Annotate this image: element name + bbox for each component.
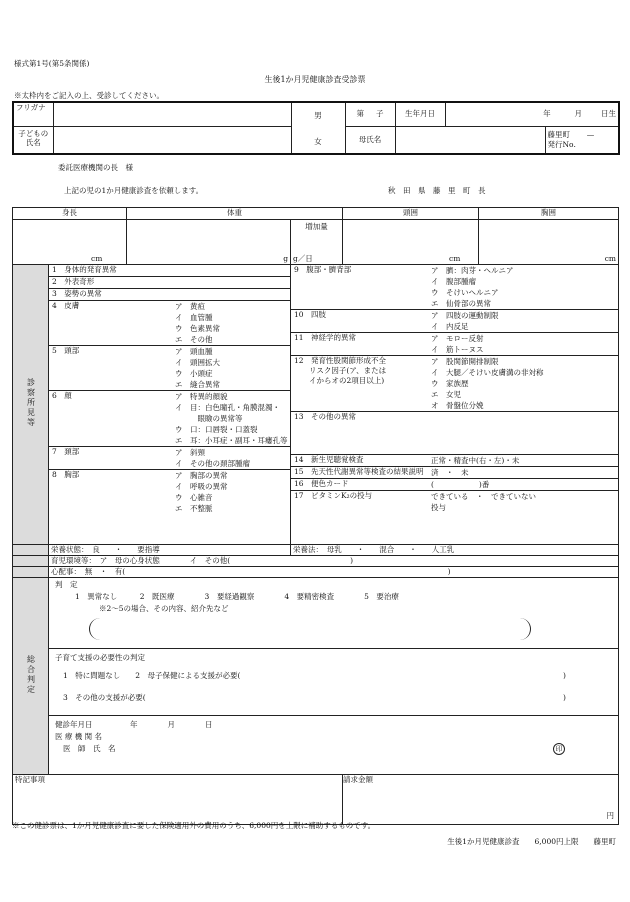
left-item-option[interactable]: イ 血管腫 (175, 313, 213, 322)
left-item-option[interactable]: ア 胸部の異常 (175, 471, 228, 480)
left-item-label: 7 頚部 (52, 447, 80, 456)
right-item[interactable] (291, 412, 618, 455)
child-name-field[interactable] (53, 126, 291, 154)
right-item-option[interactable]: できている ・ できていない (431, 492, 536, 501)
concerns[interactable]: 心配事： 無 ・ 有( ) (49, 567, 619, 578)
support-close-1: ) (563, 671, 566, 680)
birth-order-prefix: 第 (356, 109, 365, 119)
child-name-label: 子どもの 氏名 (13, 126, 53, 154)
right-item-label: 15 先天性代謝異常等検査の結果説明 (294, 467, 424, 476)
right-item-label: 12 発育性股関節形成不全 リスク因子(ア、または イからオの2項目以上) (294, 356, 387, 385)
right-item-option[interactable]: ウ そけいヘルニア (431, 288, 499, 297)
findings-left-column (49, 265, 291, 545)
right-item-option[interactable]: 正常・精査中(右・左)・未 (431, 456, 520, 465)
weight-field[interactable] (127, 220, 291, 265)
birthdate-field[interactable] (445, 102, 619, 126)
left-item-label: 1 身体的発育異常 (52, 265, 117, 274)
right-item-option[interactable]: オ 骨盤位分娩 (431, 401, 484, 410)
remarks-field[interactable] (13, 775, 343, 825)
support-option-1-2[interactable]: 1 特に問題なし 2 母子保健による支援が必要( (63, 671, 241, 680)
parenting-row-shade (13, 556, 49, 567)
right-item[interactable] (291, 356, 618, 412)
right-item-option[interactable]: イ 筋トーヌス (431, 345, 484, 354)
support-heading: 子育て支援の必要性の判定 (55, 653, 145, 662)
height-header: 身長 (13, 208, 127, 220)
head-circumference-header: 頭囲 (343, 208, 479, 220)
institution-name[interactable]: 医 療 機 関 名 (55, 732, 103, 741)
findings-right-column (291, 265, 619, 545)
left-item-option[interactable]: エ 不整脈 (175, 504, 213, 513)
left-item-label: 8 胸部 (52, 470, 80, 479)
nutrition-row-shade (13, 545, 49, 556)
female-option[interactable]: 女 (314, 137, 322, 146)
right-item-label: 10 四肢 (294, 310, 327, 319)
right-item-label: 16 便色カード (294, 479, 349, 488)
checkup-table (12, 207, 619, 825)
left-item-option[interactable]: ウ 心雑音 (175, 493, 213, 502)
request-body: 上記の児の1か月健康診査を依頼します。 (64, 186, 204, 195)
right-item-option[interactable]: イ 腹部腫瘤 (431, 277, 476, 286)
left-item-option[interactable]: エ 耳：小耳症・副耳・耳瘻孔等 (175, 436, 288, 445)
birth-order-field[interactable] (345, 102, 395, 126)
left-item-option[interactable]: ア 斜頸 (175, 448, 205, 457)
left-item[interactable] (49, 391, 290, 447)
left-item-option[interactable]: イ 呼吸の異常 (175, 482, 228, 491)
overall-section-label (13, 578, 49, 775)
right-item-option[interactable]: ( )番 (431, 480, 490, 489)
left-item-option[interactable]: イ 頭囲拡大 (175, 358, 220, 367)
right-item-option[interactable]: ア 臍：肉芽・ヘルニア (431, 266, 514, 275)
left-item-label: 4 皮膚 (52, 301, 80, 310)
overall-label: 総合判定 (26, 654, 36, 695)
left-item[interactable] (49, 447, 290, 470)
right-item-option[interactable]: ウ 家族歴 (431, 379, 469, 388)
exam-info-block (49, 716, 618, 774)
day-label: 日生 (601, 109, 617, 119)
right-item-option[interactable]: ア 股関節開排制限 (431, 357, 499, 366)
footer-note: ※この健診票は、1か月児健康診査に要した保険適用外の費用のうち、6,000円を上限に補助するものです。 (12, 821, 376, 830)
right-item-option[interactable]: ア 四肢の運動制限 (431, 311, 499, 320)
support-close-3: ) (563, 693, 566, 702)
findings-label: 診察所見等 (26, 378, 36, 428)
left-item-label: 5 頭部 (52, 346, 80, 355)
left-item-option[interactable]: イ 目：白色瞳孔・角膜混濁・ (175, 403, 280, 412)
chest-circumference-field[interactable] (479, 220, 619, 265)
judgement-options[interactable]: 1 異常なし 2 既医療 3 要経過観察 4 要精密検査 5 要治療 (75, 592, 399, 601)
issue-number-label: 発行No. (547, 139, 576, 149)
left-item-option[interactable]: 眼瞼の異常等 (175, 414, 243, 423)
left-item-option[interactable]: ア 黄疸 (175, 302, 205, 311)
issuer-dash: — (586, 129, 595, 139)
weight-gain-field[interactable] (291, 220, 343, 265)
left-item-option[interactable]: ウ 口：口唇裂・口蓋裂 (175, 425, 258, 434)
right-item-option[interactable]: イ 大腿／そけい皮膚溝の非対称 (431, 368, 544, 377)
issuer-box (545, 126, 619, 154)
right-item[interactable] (291, 333, 618, 356)
furigana-field[interactable] (53, 102, 291, 126)
right-item-option[interactable]: エ 女児 (431, 390, 461, 399)
left-item-option[interactable]: エ 縫合異常 (175, 380, 220, 389)
height-unit: cm (91, 254, 103, 263)
left-item-label: 6 顔 (52, 391, 72, 400)
right-item-label: 9 腹部・臍背部 (294, 265, 352, 274)
right-item-option[interactable]: 投与 (431, 503, 446, 512)
right-item-option[interactable]: 済 ・ 未 (431, 468, 469, 477)
support-block (49, 649, 618, 716)
right-item[interactable] (291, 491, 618, 513)
male-option[interactable]: 男 (314, 111, 322, 120)
claim-amount-field[interactable] (343, 775, 619, 825)
claim-amount-label: 請求金額 (343, 775, 373, 784)
weight-unit: g (283, 254, 288, 263)
patient-info-table (12, 101, 620, 155)
furigana-label: フリガナ (13, 102, 53, 126)
yen-unit: 円 (606, 811, 614, 820)
left-item[interactable] (49, 289, 290, 301)
left-item-option[interactable]: ア 特異的顔貌 (175, 392, 228, 401)
right-item-label: 17 ビタミンK₂の投与 (294, 491, 373, 500)
month-label: 月 (574, 109, 582, 119)
birth-order-suffix: 子 (375, 109, 384, 119)
right-item[interactable] (291, 455, 618, 467)
nutrition-state[interactable]: 栄養状態： 良 ・ 要指導 (49, 545, 291, 556)
exam-date[interactable]: 健診年月日 年 月 日 (55, 720, 213, 729)
judgement-detail-bracket[interactable] (89, 618, 531, 640)
left-item[interactable] (49, 301, 290, 346)
findings-section-label (13, 265, 49, 545)
remarks-label: 特記事項 (15, 775, 45, 784)
doctor-name[interactable]: 医 師 氏 名 (63, 744, 116, 753)
right-item-option[interactable]: イ 内反足 (431, 322, 469, 331)
footer-right: 生後1か月児健康診査 6,000円上限 藤里町 (447, 837, 616, 846)
right-item-label: 11 神経学的異常 (294, 333, 357, 342)
right-item-option[interactable]: ア モロー反射 (431, 334, 484, 343)
weight-gain-label: 増加量 (305, 222, 328, 231)
left-item-option[interactable]: イ その他の頚部腫瘤 (175, 459, 250, 468)
right-item[interactable] (291, 265, 618, 310)
right-item[interactable] (291, 467, 618, 479)
concerns-row-shade (13, 567, 49, 578)
overall-judgement-area (49, 578, 619, 775)
mother-name-label: 母氏名 (345, 126, 395, 154)
judgement-note: ※2〜5の場合、その内容、紹介先など (99, 604, 229, 613)
left-item-option[interactable]: ア 頭血腫 (175, 347, 213, 356)
year-label: 年 (543, 109, 551, 119)
form-number: 様式第1号(第5条関係) (14, 59, 90, 68)
right-item-label: 14 新生児聴覚検査 (294, 455, 364, 464)
request-signer: 秋 田 県 藤 里 町 長 (388, 186, 486, 195)
parenting-environment[interactable]: 育児環境等： ア 母の心身状態 イ その他( ) (49, 556, 619, 567)
birthdate-label: 生年月日 (395, 102, 445, 126)
page-title: 生後1か月児健康診査受診票 (264, 75, 366, 84)
judgement-block (49, 578, 618, 649)
head-unit: cm (449, 254, 461, 263)
mother-name-field[interactable] (395, 126, 545, 154)
chest-unit: cm (604, 254, 616, 263)
left-item[interactable] (49, 470, 290, 514)
left-item[interactable] (49, 265, 290, 277)
height-field[interactable] (13, 220, 127, 265)
request-addressee: 委託医療機関の長 様 (58, 163, 133, 172)
left-item-option[interactable]: エ その他 (175, 335, 213, 344)
left-item[interactable] (49, 277, 290, 289)
left-item-option[interactable]: ウ 小頭症 (175, 369, 213, 378)
issuer-town: 藤里町 (547, 129, 570, 139)
left-item[interactable] (49, 346, 290, 391)
instruction-text: ※太枠内をご記入の上、受診してください。 (14, 91, 164, 100)
left-item-option[interactable]: ウ 色素異常 (175, 324, 220, 333)
right-item-label: 13 その他の異常 (294, 412, 357, 421)
weight-gain-unit: g／日 (293, 254, 313, 263)
chest-circumference-header: 胸囲 (479, 208, 619, 220)
right-item-option[interactable]: エ 仙骨部の異常 (431, 299, 491, 308)
right-item[interactable] (291, 310, 618, 333)
support-option-3[interactable]: 3 その他の支援が必要( (63, 693, 146, 702)
judgement-heading: 判 定 (55, 580, 78, 589)
weight-header: 体重 (127, 208, 343, 220)
right-item[interactable] (291, 479, 618, 491)
left-item-label: 3 姿勢の異常 (52, 289, 102, 298)
nutrition-method[interactable]: 栄養法： 母乳 ・ 混合 ・ 人工乳 (291, 545, 619, 556)
head-circumference-field[interactable] (343, 220, 479, 265)
seal-mark: 印 (553, 743, 565, 755)
left-item-label: 2 外表奇形 (52, 277, 95, 286)
